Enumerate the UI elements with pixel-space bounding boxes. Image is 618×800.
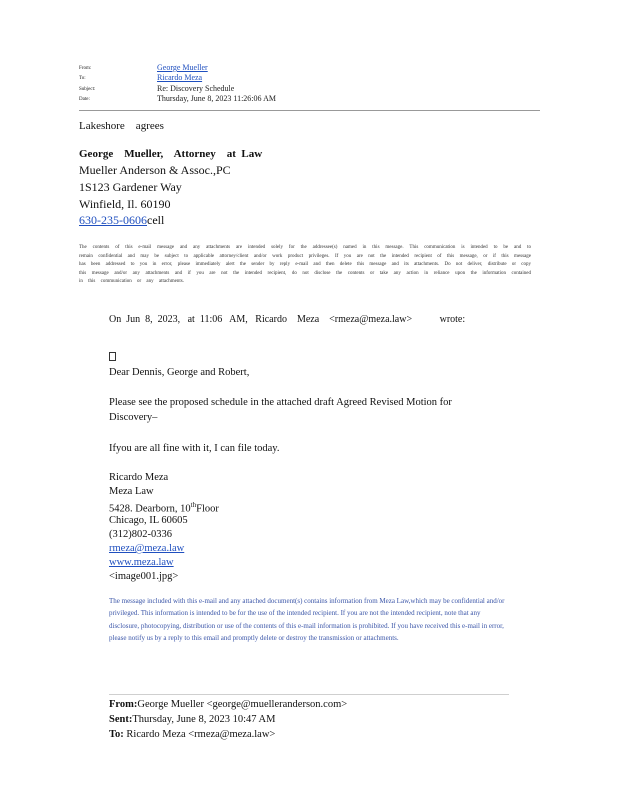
quoted-sig-web-link[interactable]: www.meza.law [109,557,174,568]
quoted-sig-image: <image001.jpg> [109,571,179,582]
quoted-sig-name: Ricardo Meza [109,472,169,483]
quoted-sig-address [109,501,219,515]
forwarded-from [109,699,347,710]
forward-divider [109,694,509,695]
quoted-para2: Ifyou are all fine with it, I can file today. [109,443,280,454]
signature-phone-link[interactable]: 630-235-0606 [79,213,147,227]
forwarded-to [109,729,275,740]
quoted-sig-address-pre: 5428. Dearborn, 10 [109,503,191,515]
quoted-sig-city: Chicago, IL 60605 [109,515,188,526]
quoted-para1-line1: Please see the proposed schedule in the attached draft Agreed Revised Motion for [109,397,452,408]
header-divider [79,110,540,111]
forwarded-sent [109,714,275,725]
header-subject-value: Re: Discovery Schedule [157,84,235,93]
image-placeholder-box [109,352,116,361]
header-date-label: Date: [79,97,90,102]
header-from-value[interactable]: George Mueller [157,63,208,72]
quoted-sig-firm: Meza Law [109,486,154,497]
signature-name-title: George Mueller, Attorney at Law [79,148,263,160]
quoted-sig-phone: (312)802-0336 [109,529,172,540]
signature-phone-suffix: cell [147,213,165,227]
signature-address-city: Winfield, Il. 60190 [79,197,171,211]
image-placeholder-icon [109,352,116,363]
quoted-sig-email-link[interactable]: rmeza@meza.law [109,543,185,554]
header-to-value[interactable]: Ricardo Meza [157,73,203,82]
header-subject-label: Subject: [79,87,96,92]
forwarded-to-label: To: [109,729,124,740]
meza-law-disclaimer: The message included with this e-mail and any attached document(s) contains information from Meza Law,which may be confidential and/or privileged. This information is intended to be for the use of the intended recipient. If you are not the intended recipient, note that any disclosure, photocopying, distribution or use of the contents of this e-mail information is prohibited. If you have received this e-mail in error, please notify us by a reply to this email and promptly delete or destroy the transmission or attachments. [109,597,505,643]
forwarded-to-value: Ricardo Meza <rmeza@meza.law> [123,729,276,740]
quoted-sig-address-post: Floor [196,503,219,515]
quoted-para1-line2: Discovery– [109,412,158,423]
header-to-label: To: [79,76,86,81]
signature-address-street: 1S123 Gardener Way [79,180,182,194]
quoted-sig-address-sup: th [190,501,197,509]
forwarded-from-label: From: [109,699,138,710]
signature-firm: Mueller Anderson & Assoc.,PC [79,163,231,177]
header-date-value: Thursday, June 8, 2023 11:26:06 AM [157,94,276,103]
header-from-label: From: [79,66,92,71]
signature-phone [79,213,164,228]
forwarded-from-value: George Mueller <george@muelleranderson.com> [137,699,348,710]
quoted-greeting: Dear Dennis, George and Robert, [109,367,250,378]
reply-text: Lakeshore agrees [79,120,164,132]
forwarded-sent-value: Thursday, June 8, 2023 10:47 AM [132,714,276,725]
quoted-intro: On Jun 8, 2023, at 11:06 AM, Ricardo Meza <rmeza@meza.law> wrote: [109,314,466,325]
forwarded-sent-label: Sent: [109,714,133,725]
confidentiality-disclaimer: The contents of this e-mail message and any attachments are intended solely for the addressee(s) named in this message. This communication is intended to be and to remain confidential and may be subject to applicable attorney/client and/or work product privileges. If you are not the intended recipient of this message, or if this message has been addressed to you in error, please immediately alert the sender by reply e-mail and then delete this message and its attachments. Do not deliver, distribute or copy this message and/or any attachments and if you are not the intended recipient, do not disclose the contents or take any action in reliance upon the information contained in this communication or any attachments. [79,245,531,285]
